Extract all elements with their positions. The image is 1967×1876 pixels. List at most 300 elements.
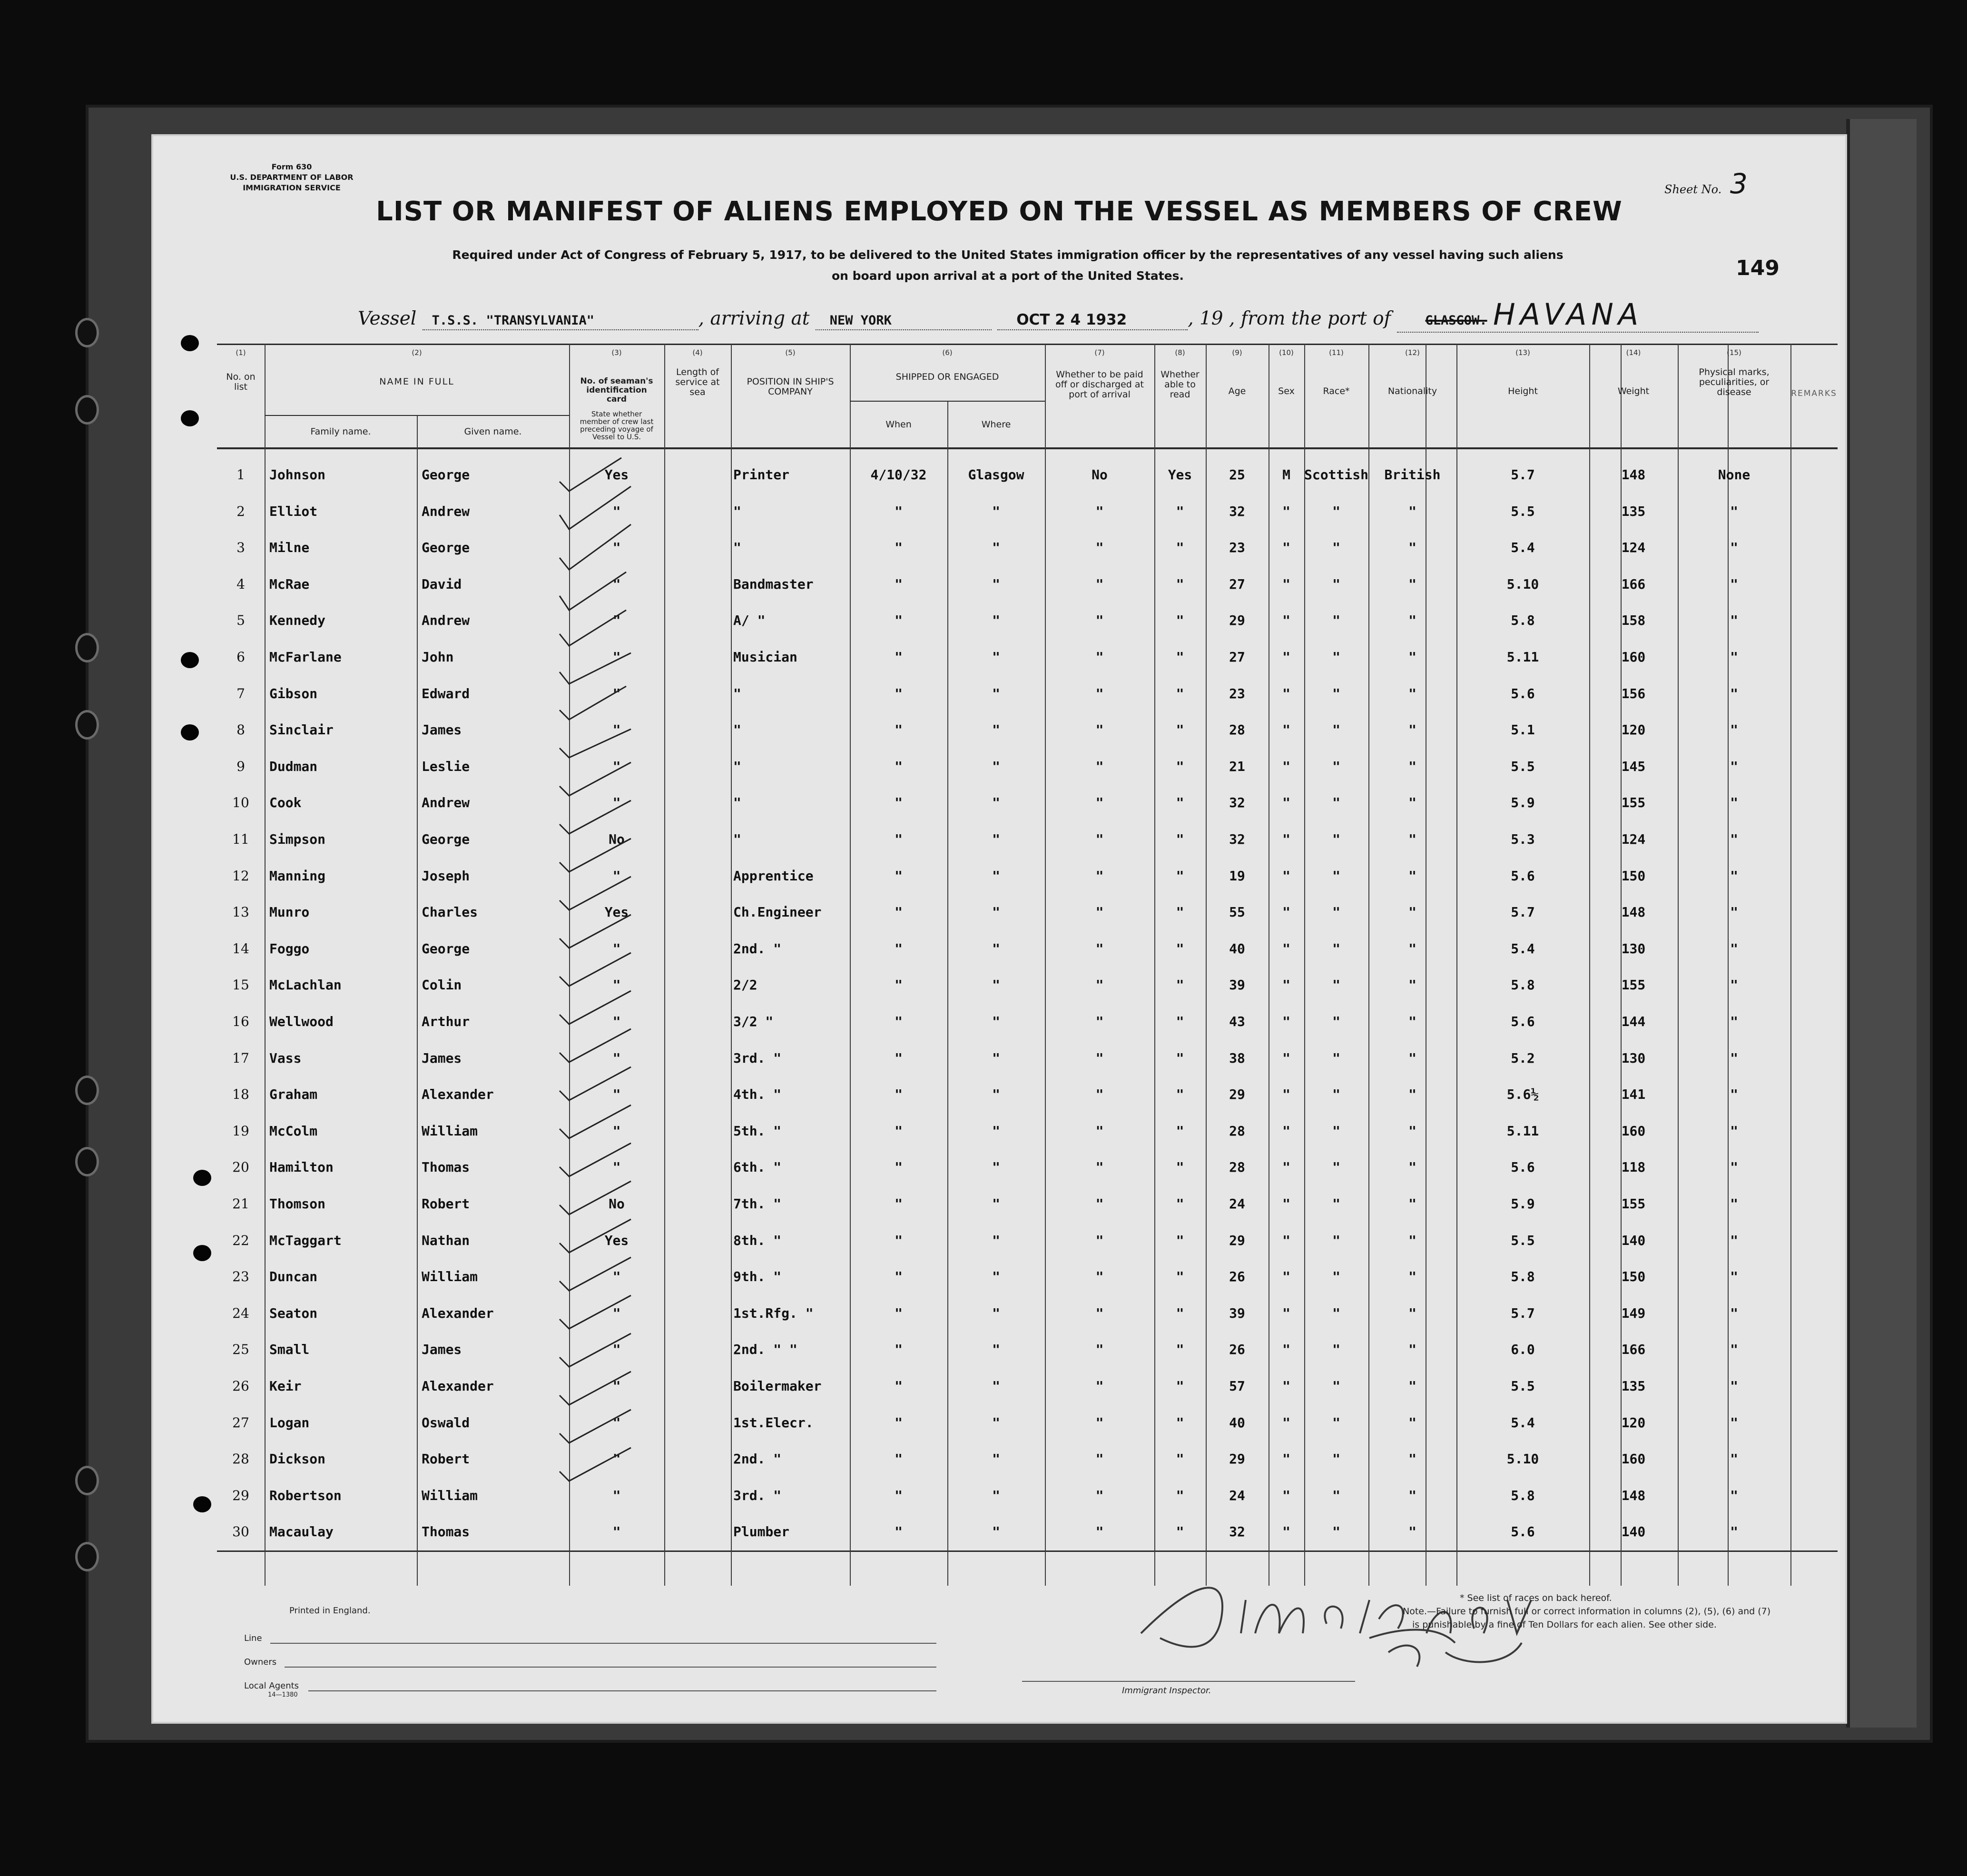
punch-hole (193, 1245, 211, 1261)
cell-family: McLachlan (269, 977, 342, 993)
cell-family: Milne (269, 540, 310, 556)
cell-age: 24 (1229, 1487, 1245, 1503)
cell-given: Alexander (422, 1086, 494, 1103)
cell-age: 28 (1229, 1159, 1245, 1175)
form-code: 14—1380 (268, 1691, 298, 1698)
cell-where: Glasgow (968, 467, 1024, 483)
table-row (217, 967, 1838, 1003)
cell-family: Dickson (269, 1451, 326, 1467)
cell-age: 28 (1229, 722, 1245, 738)
cell-position: " (733, 503, 741, 519)
voyage-line (358, 297, 1759, 333)
cell-when: " (895, 1269, 903, 1285)
cell-weight: 118 (1621, 1159, 1646, 1175)
cell-family: McTaggart (269, 1232, 342, 1248)
header-weight: Weight (1617, 386, 1650, 396)
cell-no: 12 (232, 868, 249, 884)
cell-position: Musician (733, 649, 797, 665)
manifest-sheet (151, 134, 1847, 1724)
cell-paid-off: " (1095, 1232, 1104, 1248)
cell-when: " (895, 1196, 903, 1212)
cell-height: 5.2 (1511, 1050, 1535, 1066)
cell-marks: " (1730, 685, 1738, 701)
table-row (217, 1149, 1838, 1185)
cell-given: Nathan (422, 1232, 470, 1248)
column-number: (14) (1626, 348, 1641, 357)
cell-height: 5.8 (1511, 1487, 1535, 1503)
cell-given: Colin (422, 977, 462, 993)
table-row (217, 1441, 1838, 1477)
cell-position: " (733, 758, 741, 774)
table-row (217, 1514, 1838, 1550)
cell-nationality: " (1408, 1196, 1416, 1212)
cell-position: Ch.Engineer (733, 904, 822, 920)
cell-family: Macaulay (269, 1524, 334, 1540)
owners-label: Owners (244, 1657, 277, 1667)
cell-read: " (1176, 1014, 1184, 1029)
cell-read: " (1176, 1269, 1184, 1285)
cell-given: George (422, 831, 470, 847)
cell-family: McFarlane (269, 649, 342, 665)
column-number: (5) (785, 348, 796, 357)
punch-hole (193, 1496, 211, 1512)
cell-family: Duncan (269, 1269, 318, 1285)
cell-age: 25 (1229, 467, 1245, 483)
cell-given: Edward (422, 685, 470, 701)
inspector-label: Immigrant Inspector. (1122, 1686, 1211, 1696)
sheet-number (1664, 168, 1748, 200)
cell-family: Keir (269, 1378, 302, 1394)
cell-paid-off: " (1095, 831, 1104, 847)
table-row (217, 1040, 1838, 1076)
cell-marks: " (1730, 977, 1738, 993)
table-row (217, 602, 1838, 639)
cell-read: " (1176, 758, 1184, 774)
table-row (217, 1295, 1838, 1332)
cell-nationality: " (1408, 758, 1416, 774)
table-row (217, 494, 1838, 530)
cell-id-card: " (612, 940, 621, 957)
cell-when: " (895, 1159, 903, 1175)
cell-id-card: " (612, 1342, 621, 1358)
cell-where: " (992, 1196, 1000, 1212)
cell-height: 5.3 (1511, 831, 1535, 847)
table-row (217, 639, 1838, 675)
cell-sex: " (1282, 1086, 1290, 1103)
cell-height: 5.4 (1511, 1414, 1535, 1431)
cell-id-card: " (612, 576, 621, 592)
sheet-number-value: 3 (1730, 168, 1748, 200)
table-row (217, 821, 1838, 858)
cell-given: Thomas (422, 1159, 470, 1175)
cell-no: 5 (236, 612, 245, 629)
cell-where: " (992, 540, 1000, 556)
cell-age: 27 (1229, 576, 1245, 592)
cell-age: 21 (1229, 758, 1245, 774)
cell-read: " (1176, 685, 1184, 701)
cell-position: 6th. " (733, 1159, 782, 1175)
cell-given: James (422, 1050, 462, 1066)
header-age: Age (1228, 386, 1246, 396)
cell-read: " (1176, 649, 1184, 665)
cell-id-card: " (612, 1378, 621, 1394)
port-of-departure-struck: GLASGOW. (1425, 313, 1487, 328)
cell-nationality: " (1408, 940, 1416, 957)
cell-family: Johnson (269, 467, 326, 483)
cell-sex: " (1282, 1305, 1290, 1321)
cell-read: " (1176, 831, 1184, 847)
cell-no: 1 (236, 467, 245, 483)
cell-where: " (992, 1050, 1000, 1066)
binder-hole (75, 1147, 99, 1176)
cell-read: " (1176, 1232, 1184, 1248)
cell-sex: " (1282, 1378, 1290, 1394)
cell-id-card: " (612, 1159, 621, 1175)
cell-id-card: " (612, 1305, 621, 1321)
cell-paid-off: " (1095, 722, 1104, 738)
cell-sex: " (1282, 1414, 1290, 1431)
line-rule (270, 1643, 936, 1644)
cell-position: Apprentice (733, 868, 814, 884)
cell-where: " (992, 977, 1000, 993)
cell-id-card: " (612, 795, 621, 811)
cell-id-card: " (612, 722, 621, 738)
cell-age: 29 (1229, 1086, 1245, 1103)
cell-sex: " (1282, 722, 1290, 738)
cell-age: 32 (1229, 831, 1245, 847)
cell-read: " (1176, 1414, 1184, 1431)
service-name: IMMIGRATION SERVICE (243, 183, 341, 192)
cell-when: " (895, 977, 903, 993)
cell-race: " (1332, 1232, 1340, 1248)
table-header-rule (217, 447, 1838, 449)
cell-weight: 124 (1621, 540, 1646, 556)
form-number: Form 630 (271, 162, 312, 171)
cell-read: " (1176, 977, 1184, 993)
header-paid-off: Whether to be paid off or discharged at port of arrival (1055, 369, 1144, 400)
cell-paid-off: " (1095, 1269, 1104, 1285)
cell-where: " (992, 1232, 1000, 1248)
column-number: (8) (1175, 348, 1185, 357)
cell-paid-off: " (1095, 540, 1104, 556)
cell-when: " (895, 868, 903, 884)
cell-given: Joseph (422, 868, 470, 884)
column-number: (7) (1094, 348, 1105, 357)
cell-nationality: " (1408, 977, 1416, 993)
cell-when: " (895, 685, 903, 701)
binder-hole (75, 318, 99, 347)
cell-when: " (895, 1414, 903, 1431)
cell-weight: 135 (1621, 1378, 1646, 1394)
cell-position: " (733, 831, 741, 847)
cell-sex: " (1282, 1014, 1290, 1029)
cell-read: " (1176, 795, 1184, 811)
cell-paid-off: " (1095, 685, 1104, 701)
cell-given: Andrew (422, 612, 470, 629)
cell-race: " (1332, 758, 1340, 774)
cell-height: 5.6 (1511, 1159, 1535, 1175)
header-id-card: No. of seaman's identification card (580, 376, 653, 404)
cell-nationality: " (1408, 722, 1416, 738)
cell-no: 6 (236, 649, 245, 665)
cell-no: 29 (232, 1487, 249, 1503)
cell-where: " (992, 940, 1000, 957)
cell-race: " (1332, 831, 1340, 847)
cell-nationality: " (1408, 1451, 1416, 1467)
cell-height: 5.11 (1506, 1123, 1539, 1139)
cell-no: 4 (236, 576, 245, 592)
header-subrule (850, 401, 1045, 402)
cell-no: 20 (232, 1159, 249, 1175)
year-label: , 19 (1188, 308, 1223, 329)
cell-when: " (895, 831, 903, 847)
check-marks (550, 453, 674, 1548)
column-number: (11) (1329, 348, 1344, 357)
cell-where: " (992, 795, 1000, 811)
cell-given: Leslie (422, 758, 470, 774)
cell-marks: " (1730, 722, 1738, 738)
table-row (217, 894, 1838, 930)
cell-family: Wellwood (269, 1014, 334, 1029)
port-of-departure-handwritten: HAVANA (1493, 297, 1643, 332)
cell-no: 22 (232, 1232, 249, 1248)
cell-sex: " (1282, 1123, 1290, 1139)
cell-weight: 149 (1621, 1305, 1646, 1321)
table-row (217, 530, 1838, 566)
vessel-name: T.S.S. "TRANSYLVANIA" (432, 313, 595, 328)
cell-read: " (1176, 503, 1184, 519)
table-row (217, 858, 1838, 894)
cell-height: 5.9 (1511, 795, 1535, 811)
punch-hole (193, 1170, 211, 1186)
department-name: U.S. DEPARTMENT OF LABOR (230, 173, 354, 182)
cell-age: 38 (1229, 1050, 1245, 1066)
cell-sex: " (1282, 685, 1290, 701)
cell-given: George (422, 540, 470, 556)
cell-where: " (992, 1342, 1000, 1358)
cell-id-card: " (612, 1414, 621, 1431)
cell-weight: 150 (1621, 868, 1646, 884)
cell-height: 5.4 (1511, 940, 1535, 957)
cell-race: " (1332, 1086, 1340, 1103)
cell-marks: " (1730, 1378, 1738, 1394)
cell-where: " (992, 722, 1000, 738)
cell-position: 8th. " (733, 1232, 782, 1248)
cell-weight: 135 (1621, 503, 1646, 519)
cell-read: " (1176, 1305, 1184, 1321)
header-given-name: Given name. (464, 426, 522, 437)
cell-position: Plumber (733, 1524, 790, 1540)
cell-marks: " (1730, 1342, 1738, 1358)
column-number: (6) (942, 348, 953, 357)
document-title: LIST OR MANIFEST OF ALIENS EMPLOYED ON THE VESSEL AS MEMBERS OF CREW (376, 196, 1623, 227)
printed-note: Printed in England. (289, 1606, 371, 1616)
cell-sex: " (1282, 503, 1290, 519)
cell-where: " (992, 576, 1000, 592)
cell-height: 5.6 (1511, 1524, 1535, 1540)
cell-position: 3/2 " (733, 1014, 774, 1029)
cell-sex: " (1282, 576, 1290, 592)
cell-paid-off: " (1095, 904, 1104, 920)
header-no-on-list: No. on list (226, 372, 256, 392)
table-row (217, 1223, 1838, 1259)
cell-family: Elliot (269, 503, 318, 519)
cell-family: McColm (269, 1123, 318, 1139)
cell-given: William (422, 1487, 478, 1503)
cell-sex: " (1282, 758, 1290, 774)
cell-weight: 166 (1621, 1342, 1646, 1358)
cell-read: " (1176, 940, 1184, 957)
header-position: POSITION IN SHIP'S COMPANY (747, 376, 834, 397)
cell-given: Robert (422, 1196, 470, 1212)
cell-position: 3rd. " (733, 1050, 782, 1066)
cell-position: 4th. " (733, 1086, 782, 1103)
cell-paid-off: " (1095, 1014, 1104, 1029)
cell-read: " (1176, 1123, 1184, 1139)
cell-nationality: " (1408, 540, 1416, 556)
cell-position: 2nd. " " (733, 1342, 797, 1358)
cell-nationality: " (1408, 1014, 1416, 1029)
cell-sex: M (1282, 467, 1290, 483)
cell-height: 5.10 (1506, 576, 1539, 592)
cell-nationality: " (1408, 685, 1416, 701)
cell-weight: 124 (1621, 831, 1646, 847)
cell-id-card: " (612, 1086, 621, 1103)
cell-sex: " (1282, 1050, 1290, 1066)
table-row (217, 931, 1838, 967)
cell-position: 2/2 (733, 977, 757, 993)
cell-nationality: " (1408, 1086, 1416, 1103)
cell-no: 27 (232, 1414, 249, 1431)
cell-age: 57 (1229, 1378, 1245, 1394)
header-family-name: Family name. (310, 426, 371, 437)
cell-marks: None (1718, 467, 1751, 483)
cell-weight: 155 (1621, 1196, 1646, 1212)
header-physical-marks: Physical marks, peculiarities, or disease (1699, 367, 1770, 397)
punch-hole (181, 652, 199, 668)
cell-nationality: " (1408, 1414, 1416, 1431)
cell-read: " (1176, 1378, 1184, 1394)
column-number: (2) (412, 348, 422, 357)
cell-read: " (1176, 1050, 1184, 1066)
cell-read: " (1176, 904, 1184, 920)
cell-no: 15 (232, 977, 249, 993)
cell-id-card: No (609, 831, 625, 847)
cell-read: " (1176, 868, 1184, 884)
cell-weight: 160 (1621, 1123, 1646, 1139)
cell-nationality: British (1384, 467, 1441, 483)
column-number: (10) (1279, 348, 1294, 357)
cell-nationality: " (1408, 576, 1416, 592)
cell-where: " (992, 1451, 1000, 1467)
cell-race: " (1332, 503, 1340, 519)
agents-rule (308, 1690, 936, 1691)
column-number: (1) (236, 348, 246, 357)
header-race: Race* (1323, 386, 1350, 396)
cell-height: 5.4 (1511, 540, 1535, 556)
cell-paid-off: " (1095, 612, 1104, 629)
cell-height: 5.6½ (1506, 1086, 1539, 1103)
cell-paid-off: " (1095, 1196, 1104, 1212)
cell-age: 40 (1229, 940, 1245, 957)
cell-weight: 158 (1621, 612, 1646, 629)
cell-marks: " (1730, 831, 1738, 847)
cell-height: 5.5 (1511, 1232, 1535, 1248)
cell-family: Graham (269, 1086, 318, 1103)
cell-family: Dudman (269, 758, 318, 774)
cell-age: 23 (1229, 540, 1245, 556)
cell-no: 19 (232, 1123, 249, 1139)
table-row (217, 1259, 1838, 1295)
cell-id-card: " (612, 685, 621, 701)
cell-given: George (422, 467, 470, 483)
cell-where: " (992, 612, 1000, 629)
cell-paid-off: " (1095, 868, 1104, 884)
races-note: * See list of races on back hereof. (1460, 1593, 1612, 1603)
cell-position: 2nd. " (733, 940, 782, 957)
cell-id-card: " (612, 1524, 621, 1540)
cell-read: " (1176, 540, 1184, 556)
cell-weight: 166 (1621, 576, 1646, 592)
cell-paid-off: " (1095, 1305, 1104, 1321)
arrival-date-stamp: OCT 2 4 1932 (1016, 311, 1127, 328)
cell-read: " (1176, 1342, 1184, 1358)
cell-race: " (1332, 1305, 1340, 1321)
cell-race: " (1332, 685, 1340, 701)
cell-position: " (733, 795, 741, 811)
cell-weight: 148 (1621, 1487, 1646, 1503)
column-number: (9) (1232, 348, 1242, 357)
cell-read: " (1176, 612, 1184, 629)
arriving-label: , arriving at (698, 308, 810, 329)
cell-nationality: " (1408, 1305, 1416, 1321)
cell-id-card: Yes (604, 467, 629, 483)
cell-sex: " (1282, 612, 1290, 629)
cell-weight: 155 (1621, 977, 1646, 993)
cell-id-card: " (612, 1451, 621, 1467)
cell-paid-off: No (1092, 467, 1108, 483)
cell-age: 27 (1229, 649, 1245, 665)
cell-read: " (1176, 576, 1184, 592)
cell-given: Thomas (422, 1524, 470, 1540)
cell-nationality: " (1408, 1487, 1416, 1503)
cell-race: " (1332, 904, 1340, 920)
line-label: Line (244, 1633, 262, 1643)
punch-hole (181, 410, 199, 426)
cell-height: 5.6 (1511, 868, 1535, 884)
cell-position: " (733, 722, 741, 738)
cell-race: " (1332, 1414, 1340, 1431)
cell-no: 10 (232, 795, 249, 811)
column-number: (4) (692, 348, 703, 357)
cell-marks: " (1730, 503, 1738, 519)
header-sex: Sex (1278, 386, 1295, 396)
cell-marks: " (1730, 1014, 1738, 1029)
header-when: When (885, 419, 912, 430)
cell-marks: " (1730, 540, 1738, 556)
cell-no: 26 (232, 1378, 249, 1394)
cell-no: 21 (232, 1196, 249, 1212)
cell-id-card: Yes (604, 904, 629, 920)
cell-id-card: " (612, 1269, 621, 1285)
cell-race: " (1332, 1487, 1340, 1503)
cell-id-card: " (612, 868, 621, 884)
binder-hole (75, 633, 99, 662)
cell-position: " (733, 540, 741, 556)
cell-where: " (992, 904, 1000, 920)
cell-position: Boilermaker (733, 1378, 822, 1394)
cell-age: 39 (1229, 1305, 1245, 1321)
